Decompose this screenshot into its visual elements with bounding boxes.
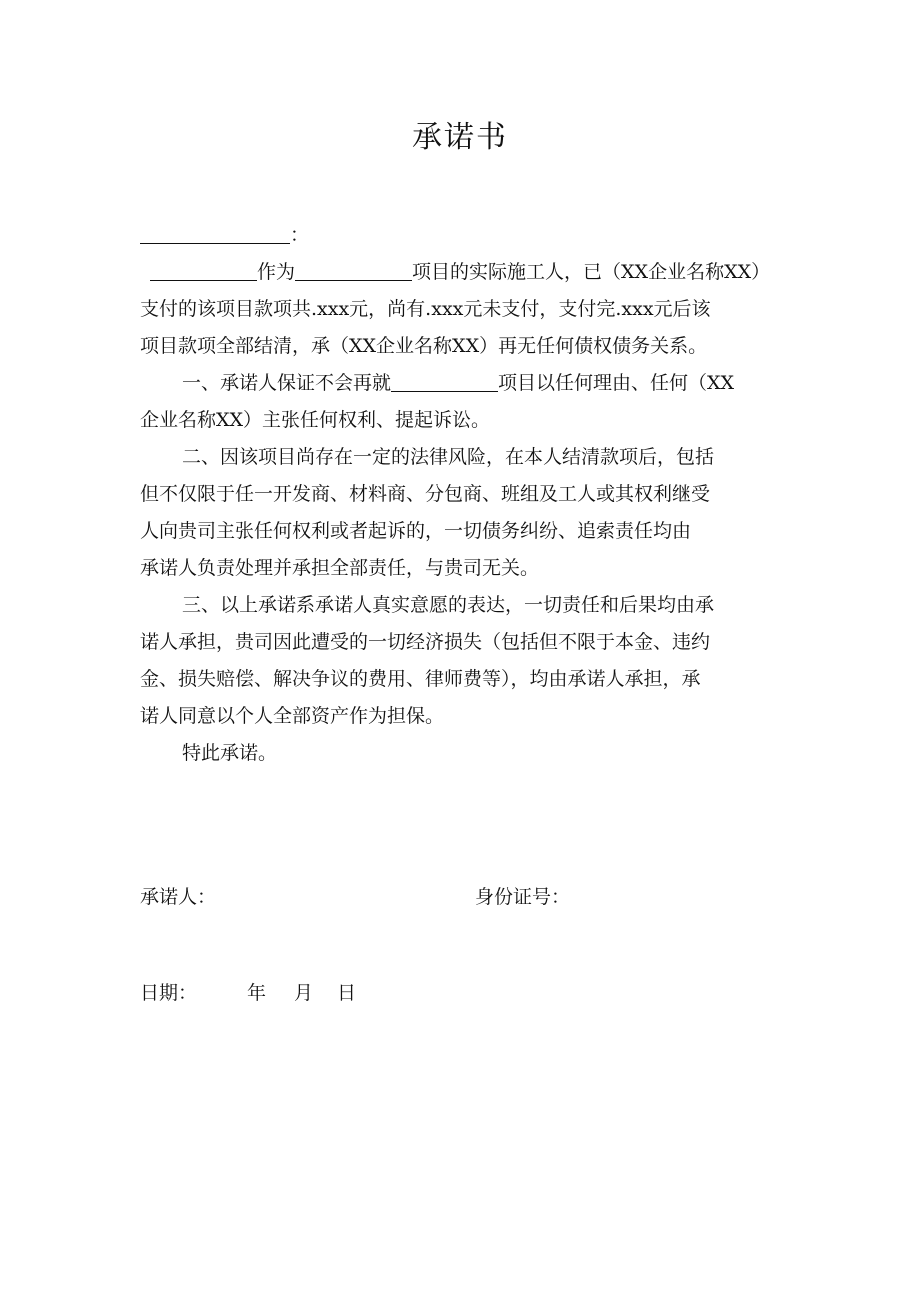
document-title: 承诺书	[412, 120, 508, 155]
paragraph-3-line-4: 承诺人负责处理并承担全部责任，与贵司无关。	[140, 557, 540, 579]
paragraph-2-line-1	[140, 365, 781, 402]
paragraph-3-line-2: 但不仅限于任一开发商、材料商、分包商、班组及工人或其权利继受	[140, 483, 711, 505]
month-label: 月	[294, 982, 314, 1004]
paragraph-3-line-1: 二、因该项目尚存在一定的法律风险，在本人结清款项后，包括	[182, 446, 715, 468]
project-name-blank	[295, 258, 412, 281]
paragraph-2-text-b: 项目以任何理由、任何（XX	[498, 372, 735, 394]
paragraph-1-text-b: 项目的实际施工人，已（XX企业名称XX）	[412, 261, 771, 283]
contractor-name-blank	[150, 258, 257, 281]
paragraph-1-line-1	[140, 254, 781, 291]
addressee-colon: ：	[290, 224, 310, 246]
document-body	[140, 217, 781, 772]
addressee-line	[140, 217, 781, 254]
year-label: 年	[247, 982, 267, 1004]
paragraph-2-text-a: 一、承诺人保证不会再就	[182, 372, 392, 394]
date-line	[140, 980, 356, 1006]
addressee-blank	[140, 221, 290, 244]
paragraph-1-line-2: 支付的该项目款项共.xxx元，尚有.xxx元未支付，支付完.xxx元后该	[140, 298, 711, 320]
closing-line: 特此承诺。	[182, 742, 278, 764]
date-label: 日期：	[140, 982, 198, 1004]
paragraph-4-line-3: 金、损失赔偿、解决争议的费用、律师费等），均由承诺人承担，承	[140, 668, 701, 690]
paragraph-1-text-a: 作为	[257, 261, 296, 283]
paragraph-3-line-3: 人向贵司主张任何权利或者起诉的，一切债务纠纷、追索责任均由	[140, 520, 692, 542]
promisor-label: 承诺人：	[140, 886, 217, 908]
paragraph-1-line-3: 项目款项全部结清，承（XX企业名称XX）再无任何债权债务关系。	[140, 335, 708, 357]
id-number-label: 身份证号：	[475, 886, 571, 908]
paragraph-4-line-1: 三、以上承诺系承诺人真实意愿的表达，一切责任和后果均由承	[182, 594, 715, 616]
paragraph-2-line-2: 企业名称XX）主张任何权利、提起诉讼。	[140, 409, 491, 431]
paragraph-4-line-2: 诺人承担，贵司因此遭受的一切经济损失（包括但不限于本金、违约	[140, 631, 711, 653]
paragraph-4-line-4: 诺人同意以个人全部资产作为担保。	[140, 705, 445, 727]
day-label: 日	[337, 982, 357, 1004]
project-blank	[391, 369, 498, 392]
